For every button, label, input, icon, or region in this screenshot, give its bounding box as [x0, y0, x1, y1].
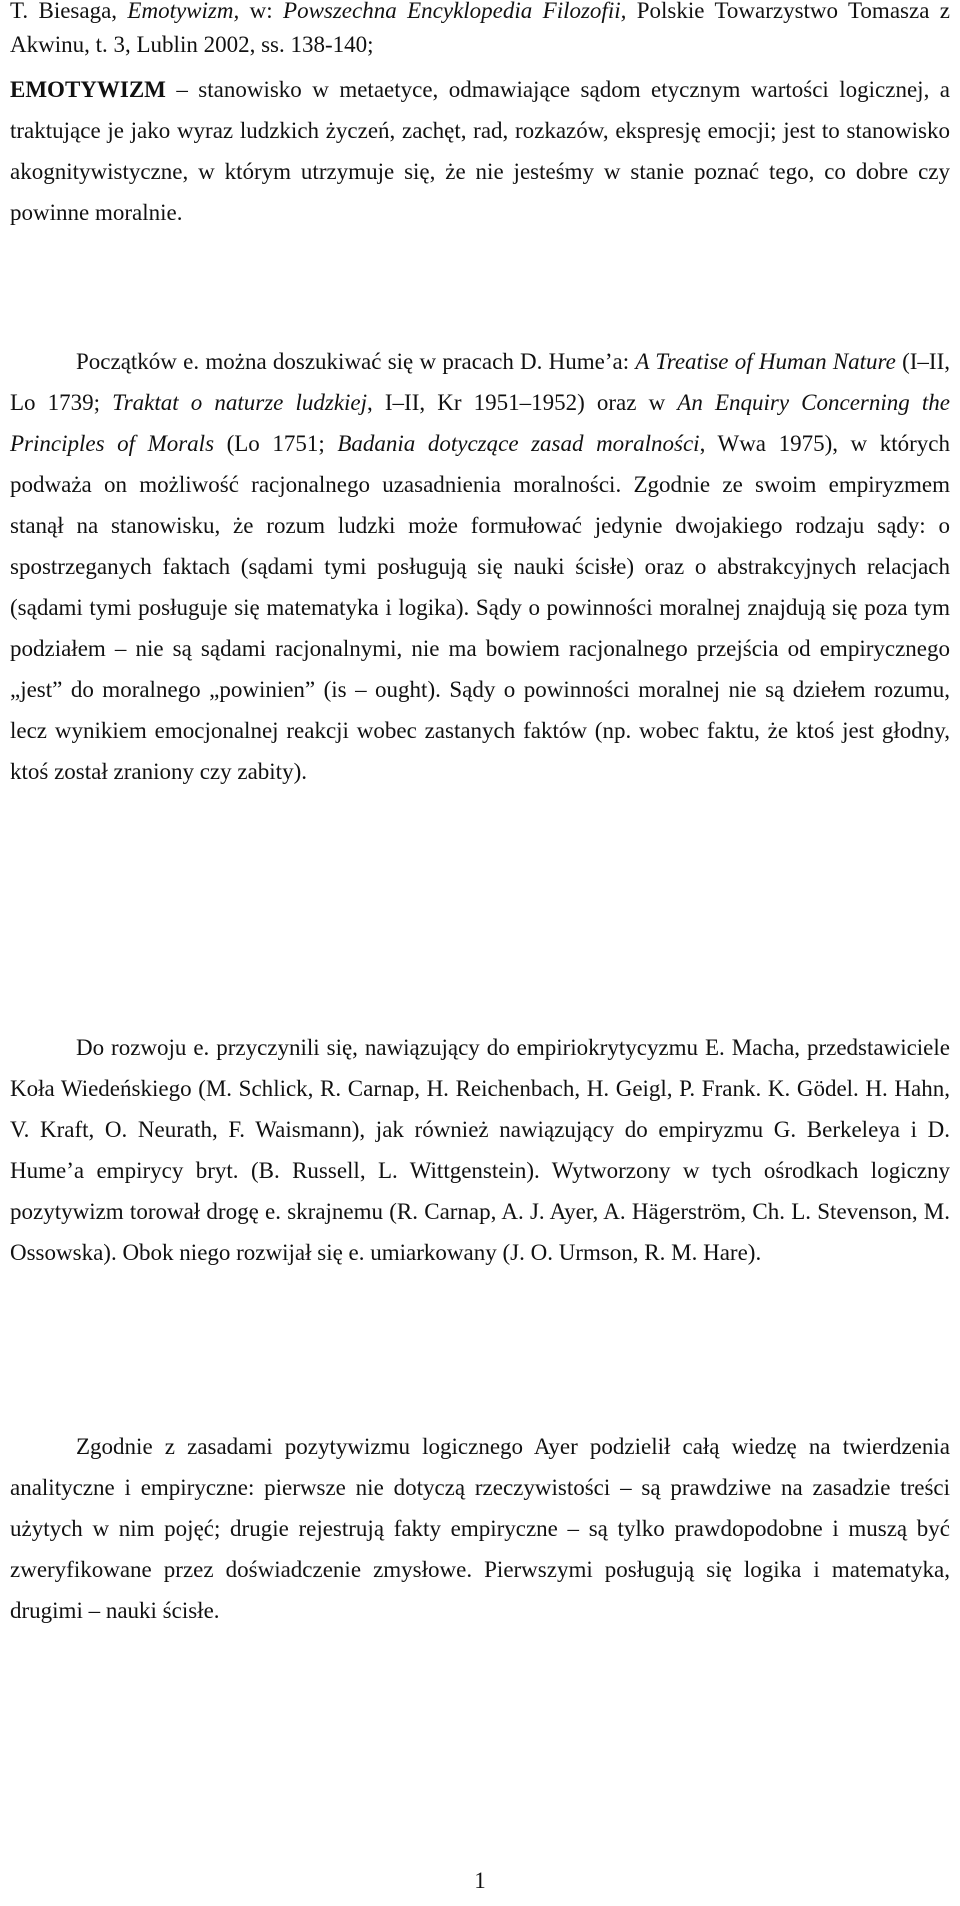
citation-in: w:: [239, 0, 284, 23]
hume-enquiry-polish-title: Badania dotyczące zasad moralności: [337, 431, 700, 456]
hume-text-5: , Wwa 1975), w których podważa on możliwość racjonalnego uzasadnienia moralności. Zgodnie ze swoim empiryzmem stanął na stanowisku, że rozum ludzki może formułować jedynie dwojakiego rodzaju sądy: o spostrzeganych faktach (sądami tymi posługują się nauki ścisłe) oraz o abstrakcyjnych relacjach (sądami tymi posługuje się matematyka i logika). Sądy o powinności moralnej znajdują się poza tym podziałem – nie są sądami racjonalnymi, nie ma bowiem racjonalnego przejścia od empirycznego „jest” do moralnego „powinien” (is – ought). Sądy o powinności moralnej nie są dziełem rozumu, lecz wynikiem emocjonalnej reakcji wobec zastanych faktów (np. wobec faktu, że ktoś jest głodny, ktoś został zraniony czy zabity).: [10, 431, 950, 784]
hume-paragraph: [10, 341, 950, 792]
definition-paragraph: [10, 69, 950, 233]
vienna-circle-text: Do rozwoju e. przyczynili się, nawiązujący do empiriokrytycyzmu E. Macha, przedstawiciele Koła Wiedeńskiego (M. Schlick, R. Carnap, H. Reichenbach, H. Geigl, P. Frank. K. Gödel. H. Hahn, V. Kraft, O. Neurath, F. Waismann), jak również nawiązujący do empiryzmu G. Berkeleya i D. Hume’a empirycy bryt. (B. Russell, L. Wittgenstein). Wytworzony w tych ośrodkach logiczny pozytywizm torował drogę e. skrajnemu (R. Carnap, A. J. Ayer, A. Hägerström, Ch. L. Stevenson, M. Ossowska). Obok niego rozwijał się e. umiarkowany (J. O. Urmson, R. M. Hare).: [10, 1035, 950, 1265]
hume-treatise-polish-title: Traktat o naturze ludzkiej: [112, 390, 368, 415]
hume-text-2: (I–II, Lo 1739;: [10, 349, 950, 415]
hume-text-4: (Lo 1751;: [214, 431, 338, 456]
citation-entry-title: Emotywizm,: [127, 0, 240, 23]
page-number: 1: [474, 1868, 486, 1893]
hume-enquiry-title: An Enquiry Concerning the Principles of Morals: [10, 390, 950, 456]
citation-publisher: Polskie Towarzystwo Tomasza z Akwinu, t. 3, Lublin 2002, ss. 138-140;: [10, 0, 950, 57]
hume-text-1: Początków e. można doszukiwać się w pracach D. Hume’a:: [76, 349, 636, 374]
citation: [10, 0, 950, 62]
term-heading: EMOTYWIZM: [10, 77, 166, 102]
hume-treatise-title: A Treatise of Human Nature: [635, 349, 896, 374]
citation-author: T. Biesaga,: [10, 0, 128, 23]
citation-encyclopedia-title: Powszechna Encyklopedia Filozofii,: [283, 0, 627, 23]
vienna-circle-paragraph: [10, 1027, 950, 1273]
ayer-paragraph: [10, 1426, 950, 1631]
ayer-text: Zgodnie z zasadami pozytywizmu logicznego Ayer podzielił całą wiedzę na twierdzenia analityczne i empiryczne: pierwsze nie dotyczą rzeczywistości – są prawdziwe na zasadzie treści użytych w nim pojęć; drugie rejestrują fakty empiryczne – są tylko prawdopodobne i muszą być zweryfikowane przez doświadczenie zmysłowe. Pierwszymi posługują się logika i matematyka, drugimi – nauki ścisłe.: [10, 1434, 950, 1623]
hume-text-3: , I–II, Kr 1951–1952) oraz w: [367, 390, 678, 415]
definition-text: – stanowisko w metaetyce, odmawiające sądom etycznym wartości logicznej, a traktujące je jako wyraz ludzkich życzeń, zachęt, rad, rozkazów, ekspresję emocji; jest to stanowisko akognitywistyczne, w którym utrzymuje się, że nie jesteśmy w stanie poznać tego, co dobre czy powinne moralnie.: [10, 77, 950, 225]
